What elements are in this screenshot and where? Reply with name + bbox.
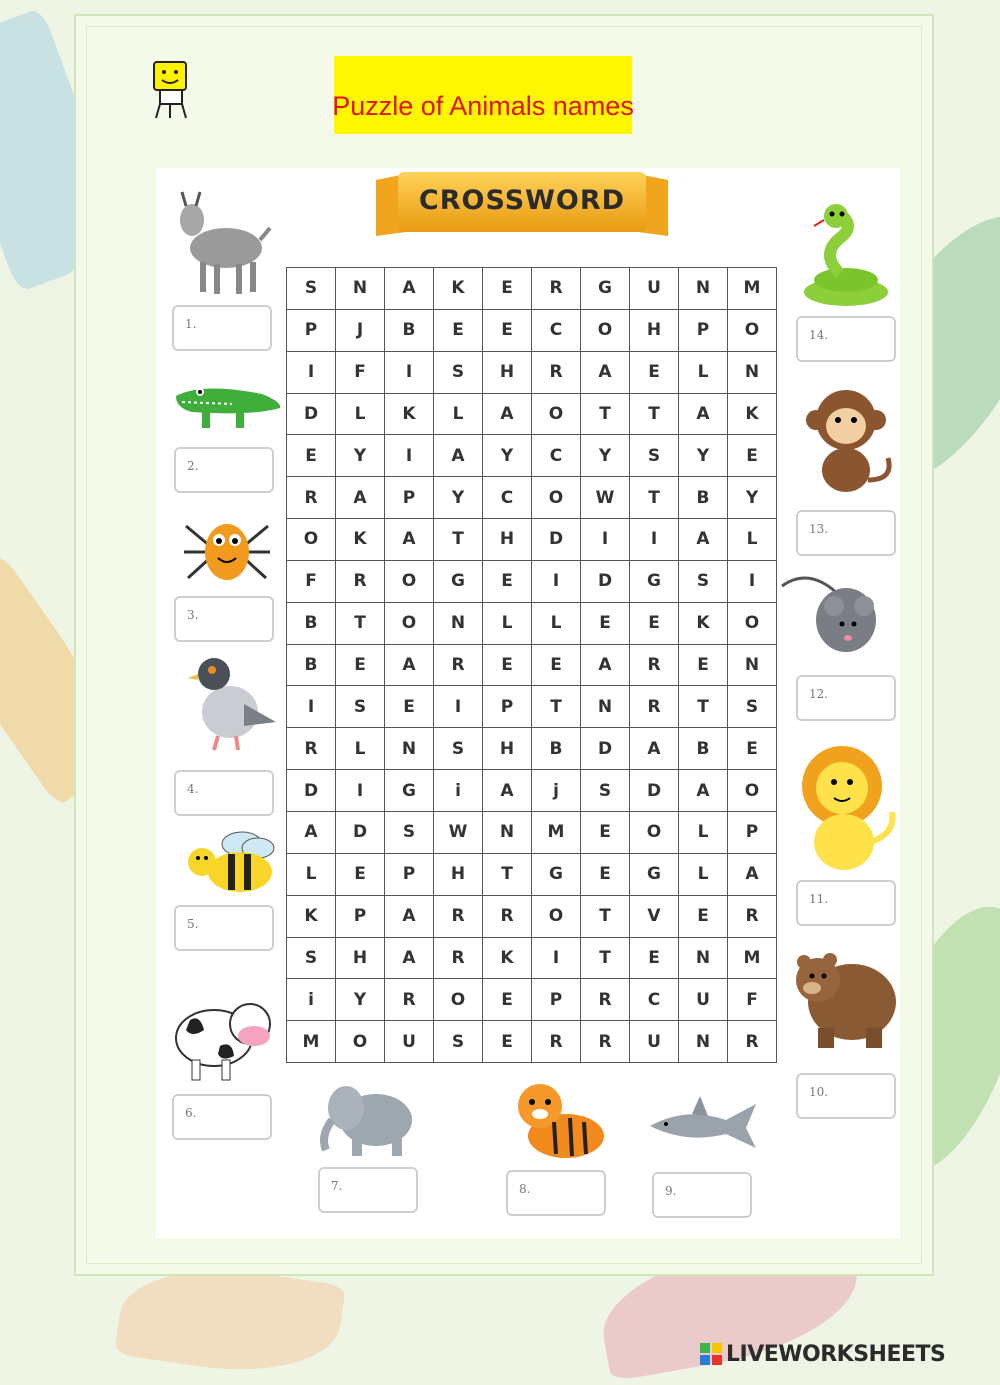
answer-box-14[interactable]: 14. — [796, 316, 896, 362]
grid-cell[interactable]: R — [581, 979, 630, 1021]
grid-cell[interactable]: R — [434, 645, 483, 687]
grid-cell[interactable]: P — [532, 979, 581, 1021]
grid-cell[interactable]: A — [385, 896, 434, 938]
grid-cell[interactable]: K — [434, 268, 483, 310]
grid-cell[interactable]: E — [385, 686, 434, 728]
grid-cell[interactable]: I — [630, 519, 679, 561]
grid-cell[interactable]: I — [434, 686, 483, 728]
grid-cell[interactable]: I — [287, 352, 336, 394]
grid-cell[interactable]: O — [385, 561, 434, 603]
grid-cell[interactable]: R — [630, 686, 679, 728]
grid-cell[interactable]: S — [287, 938, 336, 980]
grid-cell[interactable]: B — [287, 603, 336, 645]
grid-cell[interactable]: L — [532, 603, 581, 645]
grid-cell[interactable]: A — [581, 645, 630, 687]
grid-cell[interactable]: N — [434, 603, 483, 645]
answer-box-13[interactable]: 13. — [796, 510, 896, 556]
grid-cell[interactable]: P — [728, 812, 777, 854]
grid-cell[interactable]: T — [581, 938, 630, 980]
grid-cell[interactable]: A — [385, 268, 434, 310]
grid-cell[interactable]: K — [728, 394, 777, 436]
grid-cell[interactable]: E — [679, 645, 728, 687]
grid-cell[interactable]: K — [287, 896, 336, 938]
grid-cell[interactable]: N — [385, 728, 434, 770]
grid-cell[interactable]: C — [483, 477, 532, 519]
grid-cell[interactable]: S — [581, 770, 630, 812]
grid-cell[interactable]: E — [483, 310, 532, 352]
grid-cell[interactable]: E — [483, 645, 532, 687]
grid-cell[interactable]: L — [336, 394, 385, 436]
grid-cell[interactable]: T — [483, 854, 532, 896]
grid-cell[interactable]: P — [679, 310, 728, 352]
grid-cell[interactable]: A — [483, 394, 532, 436]
grid-cell[interactable]: U — [679, 979, 728, 1021]
mascot-icon — [150, 58, 192, 120]
grid-cell[interactable]: D — [287, 770, 336, 812]
grid-cell[interactable]: K — [679, 603, 728, 645]
grid-cell[interactable]: A — [581, 352, 630, 394]
grid-cell[interactable]: A — [630, 728, 679, 770]
grid-cell[interactable]: H — [483, 728, 532, 770]
grid-cell[interactable]: E — [287, 435, 336, 477]
grid-cell[interactable]: Y — [728, 477, 777, 519]
grid-cell[interactable]: F — [336, 352, 385, 394]
grid-cell[interactable]: S — [434, 728, 483, 770]
grid-cell[interactable]: U — [385, 1021, 434, 1063]
grid-cell[interactable]: B — [679, 728, 728, 770]
grid-cell[interactable]: R — [483, 896, 532, 938]
grid-cell[interactable]: O — [287, 519, 336, 561]
grid-cell[interactable]: A — [434, 435, 483, 477]
grid-cell[interactable]: Y — [679, 435, 728, 477]
grid-cell[interactable]: W — [581, 477, 630, 519]
grid-cell[interactable]: B — [532, 728, 581, 770]
grid-cell[interactable]: L — [287, 854, 336, 896]
grid-cell[interactable]: R — [728, 896, 777, 938]
grid-cell[interactable]: H — [336, 938, 385, 980]
grid-cell[interactable]: T — [630, 394, 679, 436]
grid-cell[interactable]: C — [630, 979, 679, 1021]
grid-cell[interactable]: F — [728, 979, 777, 1021]
grid-cell[interactable]: D — [630, 770, 679, 812]
grid-cell[interactable]: H — [630, 310, 679, 352]
grid-cell[interactable]: T — [581, 394, 630, 436]
grid-cell[interactable]: R — [728, 1021, 777, 1063]
grid-cell[interactable]: K — [385, 394, 434, 436]
grid-cell[interactable]: Y — [434, 477, 483, 519]
grid-cell[interactable]: A — [336, 477, 385, 519]
grid-cell[interactable]: N — [679, 938, 728, 980]
answer-box-2[interactable]: 2. — [174, 447, 274, 493]
grid-cell[interactable]: B — [287, 645, 336, 687]
grid-cell[interactable]: T — [434, 519, 483, 561]
grid-cell[interactable]: D — [532, 519, 581, 561]
grid-cell[interactable]: Y — [581, 435, 630, 477]
grid-cell[interactable]: S — [287, 268, 336, 310]
grid-cell[interactable]: E — [630, 603, 679, 645]
grid-cell[interactable]: E — [336, 854, 385, 896]
answer-box-3[interactable]: 3. — [174, 596, 274, 642]
word-search-grid — [286, 267, 777, 1063]
grid-cell[interactable]: S — [385, 812, 434, 854]
grid-cell[interactable]: U — [630, 1021, 679, 1063]
grid-cell[interactable]: G — [630, 561, 679, 603]
grid-cell[interactable]: I — [532, 561, 581, 603]
grid-cell[interactable]: G — [385, 770, 434, 812]
grid-cell[interactable]: P — [385, 477, 434, 519]
grid-cell[interactable]: j — [532, 770, 581, 812]
grid-cell[interactable]: A — [679, 770, 728, 812]
answer-box-1[interactable]: 1. — [172, 305, 272, 351]
grid-cell[interactable]: I — [336, 770, 385, 812]
page-title: Puzzle of Animals names — [332, 91, 634, 121]
grid-cell[interactable]: I — [385, 352, 434, 394]
grid-cell[interactable]: I — [385, 435, 434, 477]
grid-cell[interactable]: P — [483, 686, 532, 728]
grid-cell[interactable]: R — [336, 561, 385, 603]
grid-cell[interactable]: K — [483, 938, 532, 980]
crocodile-icon — [172, 372, 284, 438]
grid-cell[interactable]: R — [532, 268, 581, 310]
grid-cell[interactable]: E — [728, 435, 777, 477]
grid-cell[interactable]: S — [434, 1021, 483, 1063]
grid-cell[interactable]: E — [434, 310, 483, 352]
grid-cell[interactable]: G — [630, 854, 679, 896]
grid-cell[interactable]: S — [728, 686, 777, 728]
grid-cell[interactable]: V — [630, 896, 679, 938]
grid-cell[interactable]: I — [287, 686, 336, 728]
snake-icon — [800, 204, 892, 308]
lion-icon — [796, 742, 900, 876]
grid-cell[interactable]: R — [532, 1021, 581, 1063]
liveworksheets-brand: LIVEWORKSHEETS — [726, 1341, 946, 1367]
grid-cell[interactable]: G — [434, 561, 483, 603]
grid-cell[interactable]: E — [483, 561, 532, 603]
bee-icon — [184, 826, 280, 898]
grid-cell[interactable]: E — [483, 1021, 532, 1063]
grid-cell[interactable]: S — [434, 352, 483, 394]
grid-cell[interactable]: O — [532, 394, 581, 436]
grid-cell[interactable]: N — [483, 812, 532, 854]
grid-cell[interactable]: L — [728, 519, 777, 561]
grid-cell[interactable]: N — [336, 268, 385, 310]
cow-icon — [170, 990, 280, 1084]
grid-cell[interactable]: O — [581, 310, 630, 352]
answer-box-10[interactable]: 10. — [796, 1073, 896, 1119]
grid-cell[interactable]: I — [532, 938, 581, 980]
grid-cell[interactable]: M — [728, 938, 777, 980]
grid-cell[interactable]: E — [336, 645, 385, 687]
grid-cell[interactable]: Y — [336, 979, 385, 1021]
grid-cell[interactable]: L — [483, 603, 532, 645]
grid-cell[interactable]: O — [728, 770, 777, 812]
grid-cell[interactable]: C — [532, 310, 581, 352]
grid-cell[interactable]: F — [287, 561, 336, 603]
grid-cell[interactable]: E — [581, 603, 630, 645]
grid-cell[interactable]: B — [385, 310, 434, 352]
grid-cell[interactable]: P — [287, 310, 336, 352]
answer-box-6[interactable]: 6. — [172, 1094, 272, 1140]
grid-cell[interactable]: O — [532, 477, 581, 519]
grid-cell[interactable]: A — [385, 645, 434, 687]
grid-cell[interactable]: R — [581, 1021, 630, 1063]
grid-cell[interactable]: M — [728, 268, 777, 310]
grid-cell[interactable]: U — [630, 268, 679, 310]
grid-cell[interactable]: O — [434, 979, 483, 1021]
grid-cell[interactable]: i — [434, 770, 483, 812]
answer-box-5[interactable]: 5. — [174, 905, 274, 951]
mouse-icon — [780, 566, 888, 670]
pigeon-icon — [184, 648, 278, 754]
grid-cell[interactable]: P — [385, 854, 434, 896]
monkey-icon — [802, 384, 898, 496]
grid-cell[interactable]: O — [630, 812, 679, 854]
liveworksheets-mark-icon — [700, 1343, 722, 1365]
grid-cell[interactable]: W — [434, 812, 483, 854]
grid-cell[interactable]: H — [483, 519, 532, 561]
grid-cell[interactable]: A — [385, 519, 434, 561]
grid-cell[interactable]: E — [483, 268, 532, 310]
grid-cell[interactable]: R — [434, 938, 483, 980]
grid-cell[interactable]: I — [728, 561, 777, 603]
grid-cell[interactable]: R — [532, 352, 581, 394]
grid-cell[interactable]: O — [385, 603, 434, 645]
crossword-heading: CROSSWORD — [418, 185, 626, 216]
grid-cell[interactable]: A — [679, 519, 728, 561]
grid-cell[interactable]: S — [630, 435, 679, 477]
answer-box-8[interactable]: 8. — [506, 1170, 606, 1216]
grid-cell[interactable]: A — [287, 812, 336, 854]
grid-cell[interactable]: E — [483, 979, 532, 1021]
grid-cell[interactable]: E — [532, 645, 581, 687]
grid-cell[interactable]: H — [434, 854, 483, 896]
grid-cell[interactable]: E — [630, 352, 679, 394]
grid-cell[interactable]: E — [728, 728, 777, 770]
grid-cell[interactable]: D — [581, 561, 630, 603]
grid-cell[interactable]: L — [434, 394, 483, 436]
title-banner — [334, 56, 632, 134]
grid-cell[interactable]: S — [336, 686, 385, 728]
grid-cell[interactable]: K — [336, 519, 385, 561]
grid-cell[interactable]: N — [679, 1021, 728, 1063]
grid-cell[interactable]: O — [728, 603, 777, 645]
grid-cell[interactable]: G — [532, 854, 581, 896]
answer-box-12[interactable]: 12. — [796, 675, 896, 721]
grid-cell[interactable]: E — [679, 896, 728, 938]
grid-cell[interactable]: T — [581, 896, 630, 938]
grid-cell[interactable]: T — [336, 603, 385, 645]
grid-cell[interactable]: I — [581, 519, 630, 561]
grid-cell[interactable]: L — [679, 812, 728, 854]
grid-cell[interactable]: M — [532, 812, 581, 854]
grid-cell[interactable]: O — [336, 1021, 385, 1063]
grid-cell[interactable]: P — [336, 896, 385, 938]
answer-box-7[interactable]: 7. — [318, 1167, 418, 1213]
answer-box-9[interactable]: 9. — [652, 1172, 752, 1218]
grid-cell[interactable]: N — [728, 352, 777, 394]
grid-cell[interactable]: N — [581, 686, 630, 728]
grid-cell[interactable]: L — [679, 854, 728, 896]
answer-box-4[interactable]: 4. — [174, 770, 274, 816]
grid-cell[interactable]: R — [385, 979, 434, 1021]
answer-box-11[interactable]: 11. — [796, 880, 896, 926]
spider-icon — [180, 506, 274, 588]
grid-cell[interactable]: A — [483, 770, 532, 812]
grid-cell[interactable]: E — [630, 938, 679, 980]
grid-cell[interactable]: A — [679, 394, 728, 436]
grid-cell[interactable]: T — [630, 477, 679, 519]
grid-cell[interactable]: B — [679, 477, 728, 519]
tiger-icon — [510, 1076, 608, 1166]
grid-cell[interactable]: A — [385, 938, 434, 980]
grid-cell[interactable]: L — [336, 728, 385, 770]
grid-cell[interactable]: C — [532, 435, 581, 477]
grid-cell[interactable]: R — [630, 645, 679, 687]
shark-icon — [646, 1094, 758, 1154]
grid-cell[interactable]: R — [434, 896, 483, 938]
grid-cell[interactable]: A — [728, 854, 777, 896]
liveworksheets-logo — [700, 1340, 996, 1368]
grid-cell[interactable]: O — [532, 896, 581, 938]
grid-cell[interactable]: N — [679, 268, 728, 310]
grid-cell[interactable]: E — [581, 854, 630, 896]
grid-cell[interactable]: L — [679, 352, 728, 394]
grid-cell[interactable]: T — [679, 686, 728, 728]
bear-icon — [788, 940, 900, 1052]
grid-cell[interactable]: H — [483, 352, 532, 394]
grid-cell[interactable]: Y — [336, 435, 385, 477]
grid-cell[interactable]: R — [287, 477, 336, 519]
grid-cell[interactable]: D — [336, 812, 385, 854]
grid-cell[interactable]: O — [728, 310, 777, 352]
goat-icon — [170, 188, 272, 300]
grid-cell[interactable]: R — [287, 728, 336, 770]
grid-cell[interactable]: N — [728, 645, 777, 687]
grid-cell[interactable]: Y — [483, 435, 532, 477]
grid-cell[interactable]: E — [581, 812, 630, 854]
grid-cell[interactable]: G — [581, 268, 630, 310]
grid-cell[interactable]: i — [287, 979, 336, 1021]
grid-cell[interactable]: D — [287, 394, 336, 436]
grid-cell[interactable]: D — [581, 728, 630, 770]
grid-cell[interactable]: M — [287, 1021, 336, 1063]
elephant-icon — [312, 1076, 418, 1160]
grid-cell[interactable]: S — [679, 561, 728, 603]
grid-cell[interactable]: T — [532, 686, 581, 728]
grid-cell[interactable]: J — [336, 310, 385, 352]
